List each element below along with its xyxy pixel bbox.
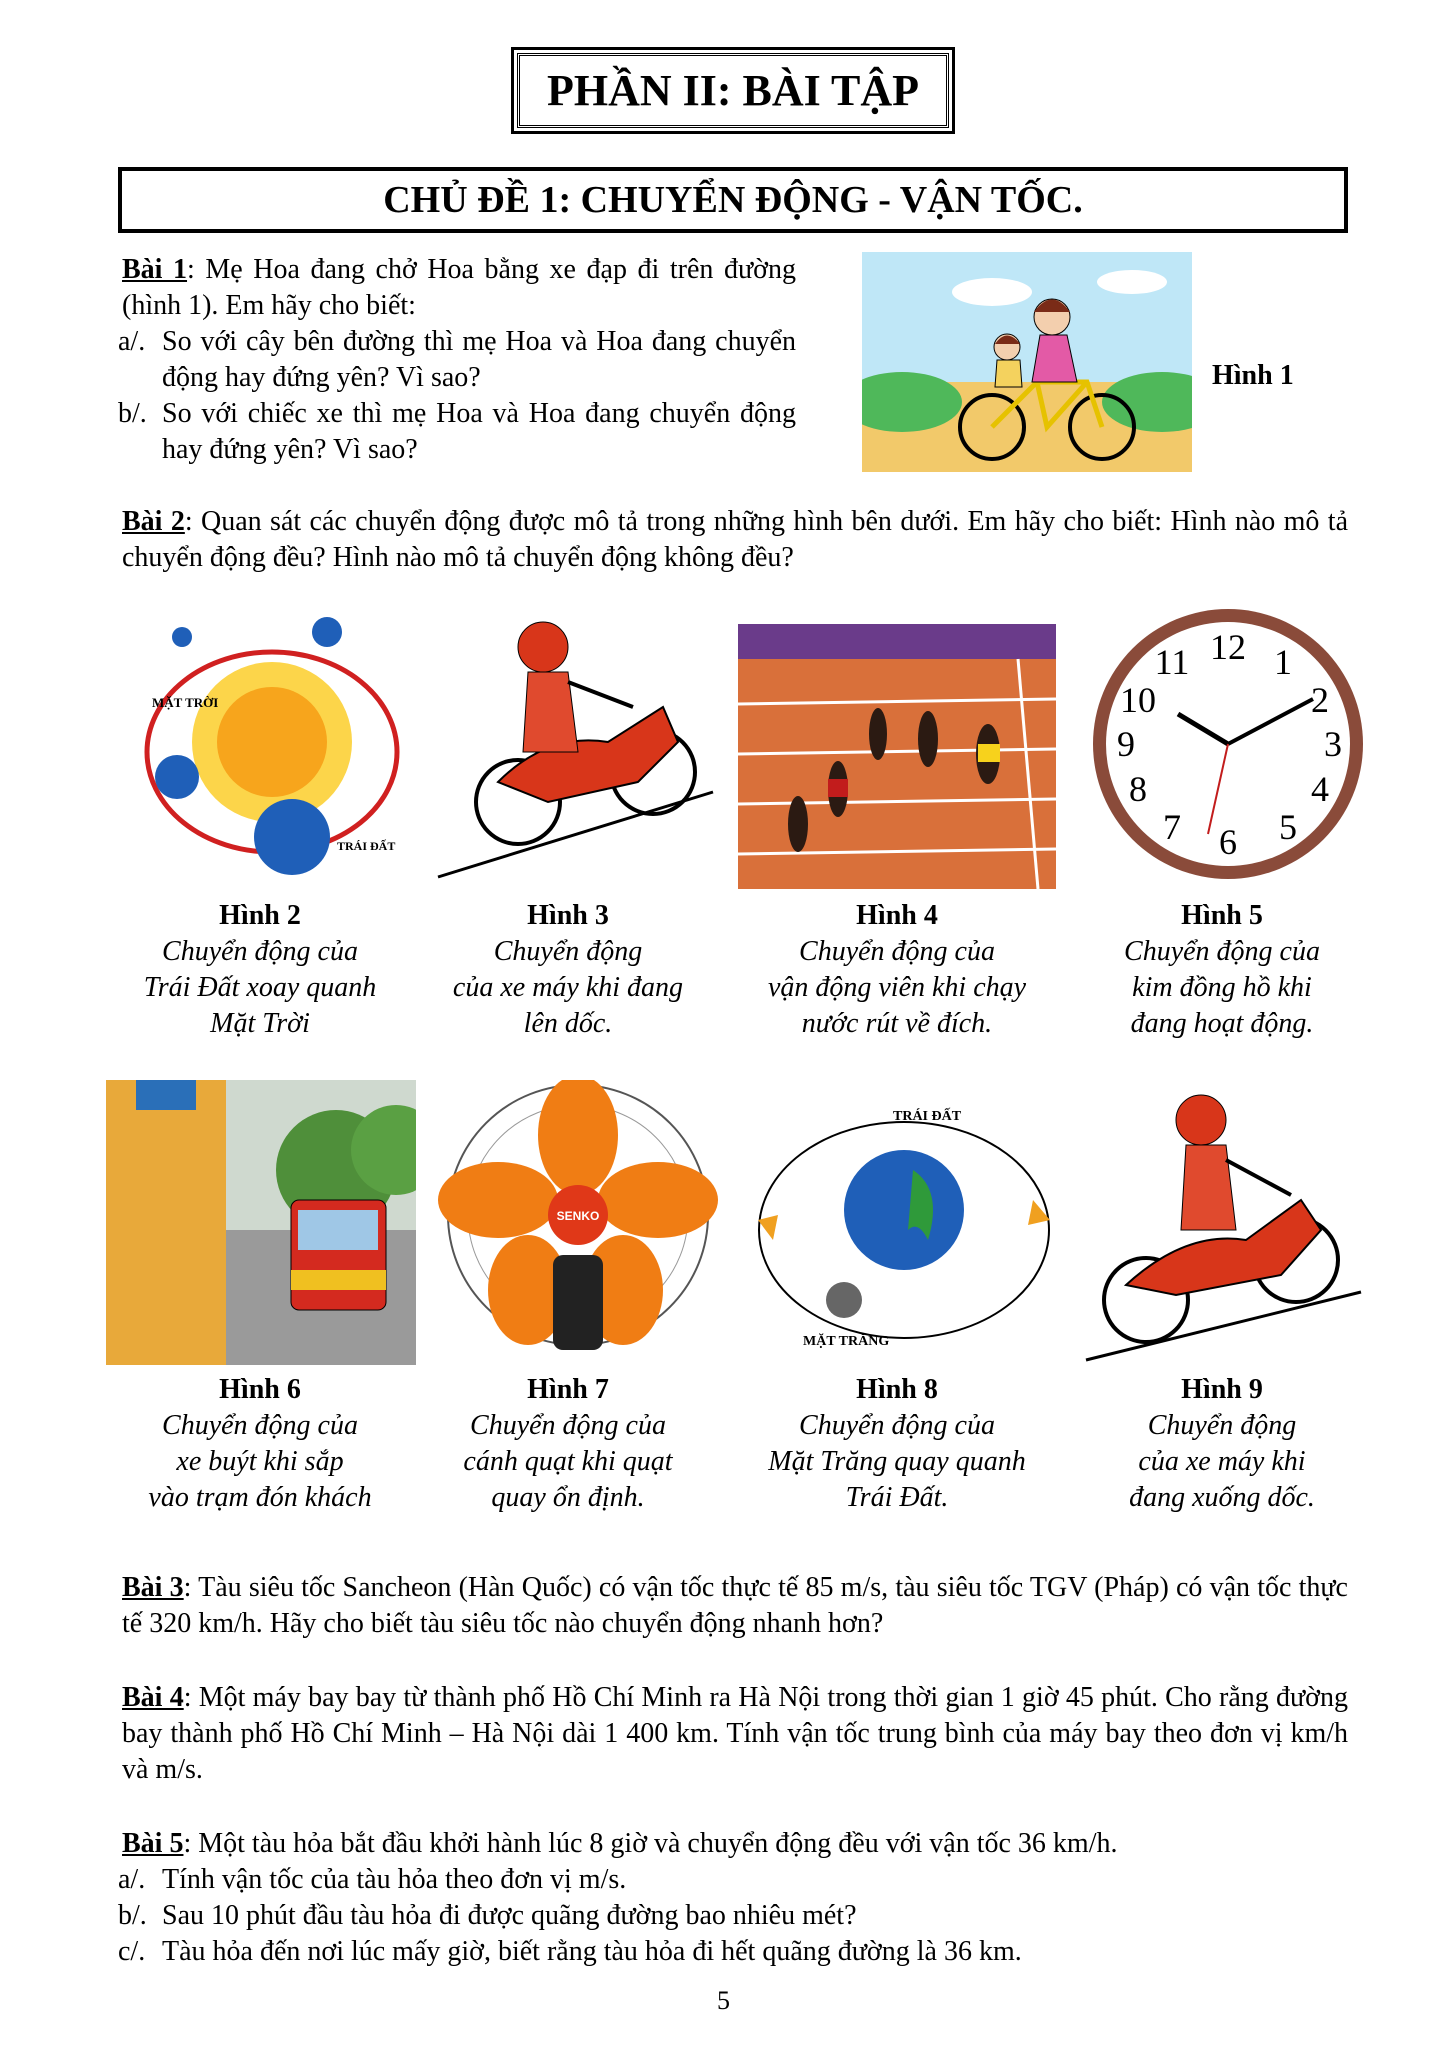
figure-2-desc-line: Chuyển động của bbox=[162, 936, 358, 967]
exercise-5-text: Một tàu hỏa bắt đầu khởi hành lúc 8 giờ và chuyển động đều với vận tốc 36 km/h. bbox=[198, 1828, 1118, 1859]
earth-label: TRÁI ĐẤT bbox=[337, 839, 396, 853]
svg-text:7: 7 bbox=[1163, 807, 1181, 847]
figure-3-desc-line: lên dốc. bbox=[523, 1008, 613, 1039]
figure-3-desc-line: của xe máy khi đang bbox=[452, 972, 684, 1003]
exercise-1-questions bbox=[118, 324, 796, 468]
svg-text:5: 5 bbox=[1279, 807, 1297, 847]
svg-text:3: 3 bbox=[1324, 724, 1342, 764]
svg-text:9: 9 bbox=[1117, 724, 1135, 764]
figure-8-title: Hình 8 bbox=[856, 1374, 938, 1405]
question-key: a/. bbox=[118, 1864, 146, 1895]
page-number: 5 bbox=[717, 1986, 730, 2015]
exercise-2-label: Bài 2 bbox=[122, 506, 185, 537]
figure-2-sun-earth-image bbox=[132, 612, 407, 882]
earth-label: TRÁI ĐẤT bbox=[893, 1109, 962, 1124]
exercise-2-text: Quan sát các chuyển động được mô tả trong những hình bên dưới. Em hãy cho biết: Hình nào mô tả chuyển động đều? Hình nào mô tả chuyển động không đều? bbox=[122, 506, 1349, 573]
exercise-1-label: Bài 1 bbox=[122, 254, 188, 285]
figure-7-desc-line: quay ổn định. bbox=[491, 1482, 645, 1513]
figure-9-caption bbox=[1082, 1372, 1362, 1516]
figure-4-desc-line: nước rút về đích. bbox=[801, 1008, 993, 1039]
svg-text:6: 6 bbox=[1219, 822, 1237, 862]
figure-3-desc-line: Chuyển động bbox=[493, 936, 643, 967]
exercise-5: Bài 5: Một tàu hỏa bắt đầu khởi hành lúc 8 giờ và chuyển động đều với vận tốc 36 km/h. bbox=[122, 1828, 1118, 1859]
sun-label: MẶT TRỜI bbox=[152, 695, 219, 710]
question-key: b/. bbox=[118, 398, 147, 429]
figure-4-desc-line: Chuyển động của bbox=[799, 936, 995, 967]
question-5c: Tàu hỏa đến nơi lúc mấy giờ, biết rằng tàu hỏa đi hết quãng đường là 36 km. bbox=[162, 1936, 1022, 1967]
figure-1-bicycle-image bbox=[862, 252, 1192, 472]
question-key: b/. bbox=[118, 1900, 147, 1931]
figure-5-desc-line: kim đồng hồ khi bbox=[1132, 972, 1312, 1003]
exercise-3-label: Bài 3 bbox=[122, 1572, 184, 1603]
figure-9-title: Hình 9 bbox=[1181, 1374, 1263, 1405]
figure-6-bus-stop-image bbox=[106, 1080, 416, 1365]
exercise-3-text: Tàu siêu tốc Sancheon (Hàn Quốc) có vận tốc thực tế 85 m/s, tàu siêu tốc TGV (Pháp) có vận tốc thực tế 320 km/h. Hãy cho biết tàu siêu tốc nào chuyển động nhanh hơn? bbox=[122, 1572, 1348, 1639]
figure-5-desc-line: đang hoạt động. bbox=[1130, 1008, 1314, 1039]
svg-text:8: 8 bbox=[1129, 769, 1147, 809]
figure-3-title: Hình 3 bbox=[527, 900, 609, 931]
figure-1-label: Hình 1 bbox=[1212, 360, 1294, 391]
figure-9-desc-line: của xe máy khi bbox=[1138, 1446, 1306, 1477]
figure-5-wall-clock-image bbox=[1088, 604, 1368, 884]
part-title: PHẦN II: BÀI TẬP bbox=[517, 53, 949, 128]
fan-brand-label: SENKO bbox=[556, 1209, 600, 1223]
exercise-2: Bài 2: Quan sát các chuyển động được mô tả trong những hình bên dưới. Em hãy cho biết: Hình nào mô tả chuyển động đều? Hình nào mô tả chuyển động không đều? bbox=[122, 506, 1349, 573]
exercise-4-text: Một máy bay bay từ thành phố Hồ Chí Minh ra Hà Nội trong thời gian 1 giờ 45 phút. Cho rằng đường bay thành phố Hồ Chí Minh – Hà Nội dài 1 400 km. Tính vận tốc trung bình của máy bay theo đơn vị km/h và m/s. bbox=[122, 1682, 1348, 1785]
topic-title: CHỦ ĐỀ 1: CHUYỂN ĐỘNG - VẬN TỐC. bbox=[118, 167, 1348, 233]
question-1b: So với chiếc xe thì mẹ Hoa và Hoa đang chuyển động hay đứng yên? Vì sao? bbox=[162, 398, 796, 465]
figure-8-caption bbox=[738, 1372, 1056, 1516]
svg-text:12: 12 bbox=[1210, 627, 1246, 667]
figure-7-desc-line: Chuyển động của bbox=[470, 1410, 666, 1441]
figure-4-desc-line: vận động viên khi chạy bbox=[767, 972, 1027, 1003]
svg-text:1: 1 bbox=[1274, 642, 1292, 682]
figure-9-motorbike-downhill-image bbox=[1076, 1080, 1366, 1365]
figure-9-desc-line: Chuyển động bbox=[1147, 1410, 1297, 1441]
figure-8-desc-line: Chuyển động của bbox=[799, 1410, 995, 1441]
question-key: c/. bbox=[118, 1936, 146, 1967]
figure-2-desc-line: Mặt Trời bbox=[210, 1008, 310, 1039]
figure-5-desc-line: Chuyển động của bbox=[1124, 936, 1320, 967]
exercise-1-intro: Mẹ Hoa đang chở Hoa bằng xe đạp đi trên đường (hình 1). Em hãy cho biết: bbox=[122, 254, 796, 321]
figure-5-caption bbox=[1082, 898, 1362, 1042]
figure-6-caption bbox=[120, 1372, 400, 1516]
figure-4-title: Hình 4 bbox=[856, 900, 938, 931]
figure-2-desc-line: Trái Đất xoay quanh bbox=[143, 972, 377, 1003]
question-5a: Tính vận tốc của tàu hỏa theo đơn vị m/s. bbox=[162, 1864, 627, 1895]
figure-3-motorbike-uphill-image bbox=[428, 612, 716, 882]
question-1a: So với cây bên đường thì mẹ Hoa và Hoa đang chuyển động hay đứng yên? Vì sao? bbox=[162, 326, 796, 393]
moon-label: MẶT TRĂNG bbox=[803, 1334, 890, 1349]
figure-8-desc-line: Trái Đất. bbox=[845, 1482, 949, 1513]
figure-6-desc-line: vào trạm đón khách bbox=[148, 1482, 372, 1513]
figure-4-sprinters-image bbox=[738, 624, 1056, 889]
svg-text:2: 2 bbox=[1311, 680, 1329, 720]
figure-4-caption bbox=[738, 898, 1056, 1042]
exercise-5-label: Bài 5 bbox=[122, 1828, 184, 1859]
figure-7-electric-fan-image bbox=[438, 1080, 718, 1365]
figure-3-caption bbox=[428, 898, 708, 1042]
figure-7-desc-line: cánh quạt khi quạt bbox=[463, 1446, 673, 1477]
svg-text:4: 4 bbox=[1311, 769, 1329, 809]
figure-8-desc-line: Mặt Trăng quay quanh bbox=[768, 1446, 1026, 1477]
figure-6-desc-line: xe buýt khi sắp bbox=[176, 1446, 344, 1477]
figure-2-title: Hình 2 bbox=[219, 900, 301, 931]
figure-6-title: Hình 6 bbox=[219, 1374, 301, 1405]
svg-text:10: 10 bbox=[1120, 680, 1156, 720]
exercise-3: Bài 3: Tàu siêu tốc Sancheon (Hàn Quốc) có vận tốc thực tế 85 m/s, tàu siêu tốc TGV (Pháp) có vận tốc thực tế 320 km/h. Hãy cho biết tàu siêu tốc nào chuyển động nhanh hơn? bbox=[122, 1572, 1348, 1639]
figure-5-title: Hình 5 bbox=[1181, 900, 1263, 931]
figure-2-caption bbox=[120, 898, 400, 1042]
figure-6-desc-line: Chuyển động của bbox=[162, 1410, 358, 1441]
exercise-4: Bài 4: Một máy bay bay từ thành phố Hồ Chí Minh ra Hà Nội trong thời gian 1 giờ 45 phút. Cho rằng đường bay thành phố Hồ Chí Minh – Hà Nội dài 1 400 km. Tính vận tốc trung bình của máy bay theo đơn vị km/h và m/s. bbox=[122, 1682, 1348, 1785]
figure-8-moon-earth-image bbox=[748, 1090, 1060, 1360]
figure-7-title: Hình 7 bbox=[527, 1374, 609, 1405]
question-5b: Sau 10 phút đầu tàu hỏa đi được quãng đường bao nhiêu mét? bbox=[162, 1900, 857, 1931]
exercise-1: Bài 1: Mẹ Hoa đang chở Hoa bằng xe đạp đi trên đường (hình 1). Em hãy cho biết: bbox=[122, 254, 796, 321]
exercise-4-label: Bài 4 bbox=[122, 1682, 184, 1713]
question-key: a/. bbox=[118, 326, 146, 357]
figure-7-caption bbox=[428, 1372, 708, 1516]
figure-9-desc-line: đang xuống dốc. bbox=[1129, 1482, 1315, 1513]
exercise-5-questions bbox=[118, 1862, 1348, 1970]
svg-text:11: 11 bbox=[1154, 642, 1190, 682]
